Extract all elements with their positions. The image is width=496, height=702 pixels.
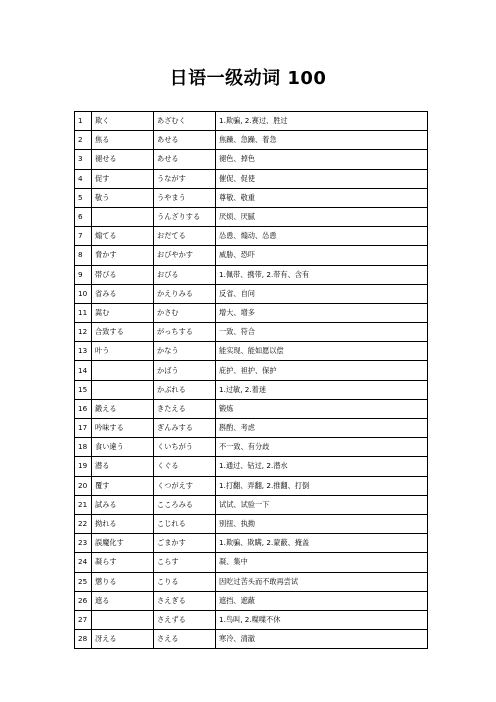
meaning-cell: 焦躁、急躁、着急 — [216, 131, 428, 150]
reading-cell: おだてる — [154, 227, 216, 246]
word-cell: 試みる — [92, 495, 154, 514]
row-number-cell: 20 — [75, 476, 92, 495]
word-cell: 焦る — [92, 131, 154, 150]
meaning-cell: 1.欺骗, 2.赛过、胜过 — [216, 112, 428, 131]
row-number-cell: 25 — [75, 572, 92, 591]
word-cell: 誤魔化す — [92, 534, 154, 553]
word-cell: 遮る — [92, 591, 154, 610]
word-cell — [92, 207, 154, 226]
vocabulary-table — [74, 111, 428, 649]
reading-cell: くいちがう — [154, 438, 216, 457]
reading-cell: ぎんみする — [154, 419, 216, 438]
table-row — [75, 323, 428, 342]
row-number-cell: 3 — [75, 150, 92, 169]
reading-cell: さえずる — [154, 610, 216, 629]
reading-cell: かなう — [154, 342, 216, 361]
row-number-cell: 24 — [75, 553, 92, 572]
meaning-cell: 反省、自问 — [216, 284, 428, 303]
meaning-cell: 厌烦、厌腻 — [216, 207, 428, 226]
table-row — [75, 610, 428, 629]
reading-cell: あせる — [154, 150, 216, 169]
word-cell: 欺く — [92, 112, 154, 131]
word-cell: 吟味する — [92, 419, 154, 438]
word-cell: 褪せる — [92, 150, 154, 169]
table-row — [75, 572, 428, 591]
row-number-cell: 18 — [75, 438, 92, 457]
row-number-cell: 6 — [75, 207, 92, 226]
meaning-cell: 1.过敏, 2.着迷 — [216, 380, 428, 399]
row-number-cell: 23 — [75, 534, 92, 553]
reading-cell: くつがえす — [154, 476, 216, 495]
reading-cell: かさむ — [154, 303, 216, 322]
table-row — [75, 284, 428, 303]
meaning-cell: 斟酌、考虑 — [216, 419, 428, 438]
meaning-cell: 尊敬、敬重 — [216, 188, 428, 207]
word-cell: 敬う — [92, 188, 154, 207]
table-row — [75, 630, 428, 649]
table-row — [75, 342, 428, 361]
table-row — [75, 265, 428, 284]
table-row — [75, 419, 428, 438]
meaning-cell: 因吃过苦头而不敢再尝试 — [216, 572, 428, 591]
row-number-cell: 5 — [75, 188, 92, 207]
meaning-cell: 1.鸟叫, 2.喋喋不休 — [216, 610, 428, 629]
row-number-cell: 7 — [75, 227, 92, 246]
meaning-cell: 增大、增多 — [216, 303, 428, 322]
row-number-cell: 13 — [75, 342, 92, 361]
word-cell: 凝らす — [92, 553, 154, 572]
table-row — [75, 591, 428, 610]
word-cell: 省みる — [92, 284, 154, 303]
table-row — [75, 112, 428, 131]
row-number-cell: 8 — [75, 246, 92, 265]
row-number-cell: 14 — [75, 361, 92, 380]
document-title: 日语一级动词 100 — [169, 68, 327, 89]
table-row — [75, 534, 428, 553]
reading-cell: きたえる — [154, 399, 216, 418]
row-number-cell: 27 — [75, 610, 92, 629]
meaning-cell: 怂恿、煽动、怂恿 — [216, 227, 428, 246]
reading-cell: くぐる — [154, 457, 216, 476]
meaning-cell: 遮挡、遮蔽 — [216, 591, 428, 610]
reading-cell: うながす — [154, 169, 216, 188]
word-cell: 叶う — [92, 342, 154, 361]
reading-cell: あざむく — [154, 112, 216, 131]
reading-cell: おびやかす — [154, 246, 216, 265]
row-number-cell: 21 — [75, 495, 92, 514]
meaning-cell: 别扭、执拗 — [216, 514, 428, 533]
reading-cell: うんざりする — [154, 207, 216, 226]
word-cell — [92, 380, 154, 399]
reading-cell: がっちする — [154, 323, 216, 342]
meaning-cell: 1.打翻、弄翻, 2.推翻、打倒 — [216, 476, 428, 495]
meaning-cell: 锻炼 — [216, 399, 428, 418]
word-cell — [92, 361, 154, 380]
word-cell: 食い違う — [92, 438, 154, 457]
reading-cell: こりる — [154, 572, 216, 591]
row-number-cell: 2 — [75, 131, 92, 150]
reading-cell: かぶれる — [154, 380, 216, 399]
meaning-cell: 能实现、能如愿以偿 — [216, 342, 428, 361]
meaning-cell: 寒冷、清澈 — [216, 630, 428, 649]
word-cell — [92, 610, 154, 629]
reading-cell: こらす — [154, 553, 216, 572]
word-cell: 覆す — [92, 476, 154, 495]
word-cell: 脅かす — [92, 246, 154, 265]
meaning-cell: 威胁、恐吓 — [216, 246, 428, 265]
reading-cell: こじれる — [154, 514, 216, 533]
row-number-cell: 16 — [75, 399, 92, 418]
word-cell: 嵩む — [92, 303, 154, 322]
reading-cell: さえる — [154, 630, 216, 649]
word-cell: 鍛える — [92, 399, 154, 418]
table-row — [75, 457, 428, 476]
table-row — [75, 207, 428, 226]
meaning-cell: 1.通过、钻过, 2.潜水 — [216, 457, 428, 476]
row-number-cell: 4 — [75, 169, 92, 188]
row-number-cell: 15 — [75, 380, 92, 399]
word-cell: 拗れる — [92, 514, 154, 533]
reading-cell: うやまう — [154, 188, 216, 207]
row-number-cell: 11 — [75, 303, 92, 322]
reading-cell: ごまかす — [154, 534, 216, 553]
reading-cell: あせる — [154, 131, 216, 150]
row-number-cell: 10 — [75, 284, 92, 303]
word-cell: 冴える — [92, 630, 154, 649]
table-row — [75, 553, 428, 572]
table-row — [75, 131, 428, 150]
reading-cell: おびる — [154, 265, 216, 284]
meaning-cell: 褪色、掉色 — [216, 150, 428, 169]
table-row — [75, 399, 428, 418]
word-cell: 懲りる — [92, 572, 154, 591]
meaning-cell: 1.佩带、携带, 2.带有、含有 — [216, 265, 428, 284]
reading-cell: さえぎる — [154, 591, 216, 610]
meaning-cell: 1.欺骗、欺瞒, 2.蒙蔽、掩盖 — [216, 534, 428, 553]
row-number-cell: 26 — [75, 591, 92, 610]
row-number-cell: 19 — [75, 457, 92, 476]
row-number-cell: 9 — [75, 265, 92, 284]
table-row — [75, 514, 428, 533]
reading-cell: こころみる — [154, 495, 216, 514]
table-row — [75, 303, 428, 322]
row-number-cell: 17 — [75, 419, 92, 438]
table-row — [75, 380, 428, 399]
row-number-cell: 22 — [75, 514, 92, 533]
table-row — [75, 361, 428, 380]
table-row — [75, 227, 428, 246]
word-cell: 合致する — [92, 323, 154, 342]
table-row — [75, 495, 428, 514]
reading-cell: かばう — [154, 361, 216, 380]
meaning-cell: 不一致、有分歧 — [216, 438, 428, 457]
word-cell: 帯びる — [92, 265, 154, 284]
row-number-cell: 28 — [75, 630, 92, 649]
meaning-cell: 凝、集中 — [216, 553, 428, 572]
table-row — [75, 476, 428, 495]
table-row — [75, 188, 428, 207]
row-number-cell: 12 — [75, 323, 92, 342]
table-row — [75, 246, 428, 265]
table-row — [75, 150, 428, 169]
meaning-cell: 催促、促使 — [216, 169, 428, 188]
meaning-cell: 一致、符合 — [216, 323, 428, 342]
word-cell: 促す — [92, 169, 154, 188]
row-number-cell: 1 — [75, 112, 92, 131]
table-row — [75, 169, 428, 188]
reading-cell: かえりみる — [154, 284, 216, 303]
word-cell: 煽てる — [92, 227, 154, 246]
vocabulary-table-body — [75, 112, 428, 649]
word-cell: 潜る — [92, 457, 154, 476]
meaning-cell: 试试、试验一下 — [216, 495, 428, 514]
meaning-cell: 庇护、袒护、保护 — [216, 361, 428, 380]
table-row — [75, 438, 428, 457]
